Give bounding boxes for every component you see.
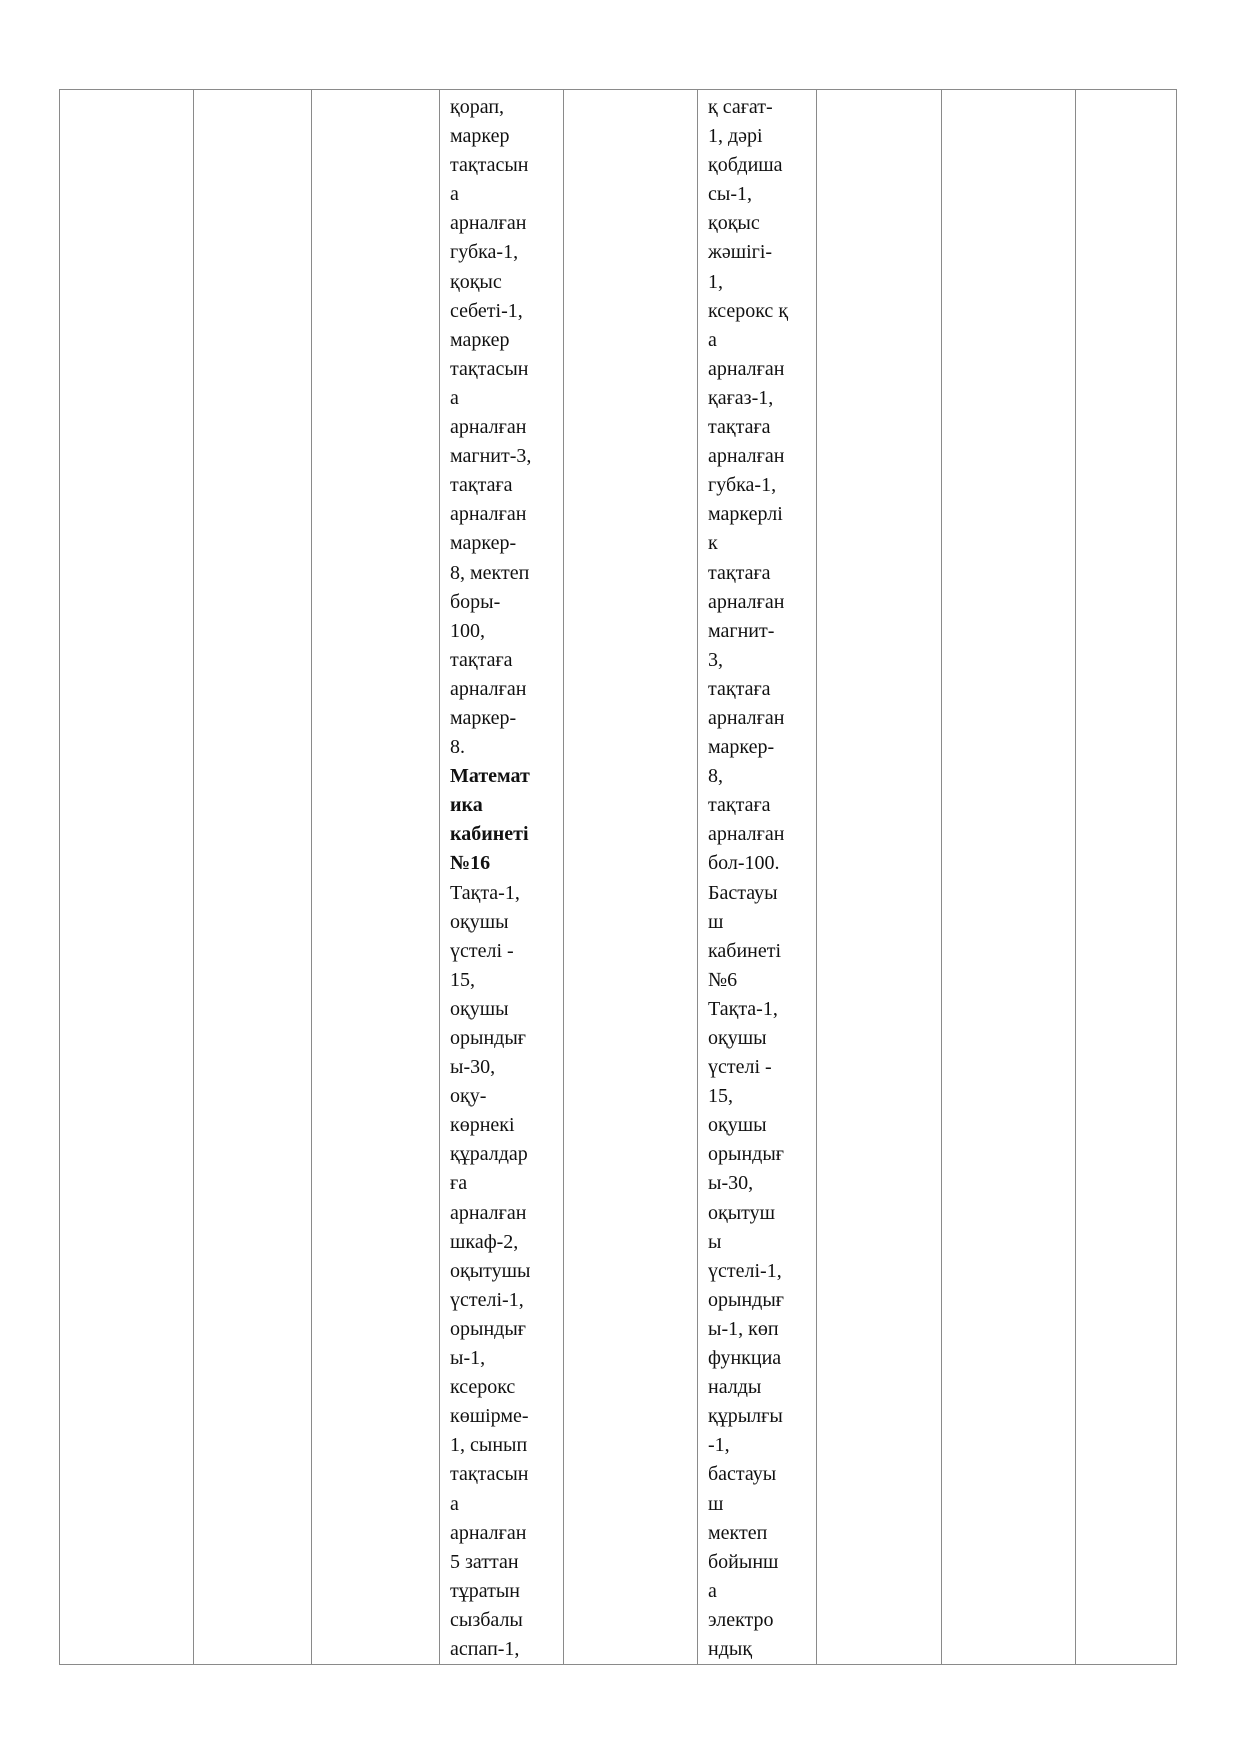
table-cell-col-8 [942,90,1076,1665]
text-line: электро [708,1608,774,1631]
text-line: қоқыс [708,212,760,235]
text-line: ы-30, [708,1172,754,1195]
text-line: а [708,1579,717,1602]
text-line: маркер- [450,706,517,729]
text-line: к [708,532,718,555]
table-cell-col-3 [312,90,440,1665]
text-line: тақтаға [708,561,771,584]
text-line: тақтасын [450,154,529,177]
text-line: тақтасын [450,1463,529,1486]
text-line: тақтасын [450,357,529,380]
equipment-table [59,89,1177,1665]
text-line: 1, дәрі [708,125,763,148]
text-line: 3, [708,648,723,671]
text-line: жәшігі- [708,241,773,264]
text-line: маркерлі [708,503,783,526]
text-line: ы-1, [450,1347,486,1370]
text-line: оқушы [450,910,509,933]
text-line: үстелі - [450,939,514,962]
text-line: тақтаға [450,474,513,497]
text-line: көрнекі [450,1114,515,1137]
text-line: орындығ [450,1027,526,1049]
text-line: 1, [708,270,723,293]
text-line: функциа [708,1347,782,1370]
equipment-list-col-6 [698,90,816,1664]
text-line: налды [708,1376,762,1399]
text-line: тақтаға [708,677,771,700]
table-cell-col-1 [60,90,194,1665]
text-line: үстелі-1, [708,1259,782,1282]
text-line: ға [450,1172,468,1195]
text-line: арналған [450,212,527,235]
text-line: 8, [708,765,723,788]
text-line: а [450,1492,459,1515]
text-line: қоқыс [450,270,502,293]
text-line: сы-1, [708,183,752,206]
table-cell-col-4 [440,90,564,1665]
text-line: маркер [450,125,510,148]
text-line: қағаз-1, [708,386,774,409]
text-line: ика [450,794,483,817]
text-line: бойынш [708,1550,779,1573]
text-line: оқытушы [450,1259,531,1282]
text-line: оқушы [450,997,509,1020]
text-line: 8. [450,736,465,759]
text-line: маркер [450,328,510,351]
text-line: тақтаға [450,648,513,671]
text-line: арналған [450,1521,527,1544]
text-line: маркер- [708,736,775,759]
text-line: оқушы [708,1114,767,1137]
text-line: маркер- [450,532,517,555]
text-line: шкаф-2, [450,1230,519,1253]
text-line: 15, [708,1085,733,1108]
text-line: арналған [450,1201,527,1224]
table-cell-col-6 [698,90,817,1665]
text-line: орындығ [708,1143,784,1166]
table-cell-col-2 [194,90,312,1665]
table-cell-col-5 [564,90,698,1665]
text-line: магнит- [708,619,775,642]
text-line: №6 [708,968,738,991]
text-line: тақтаға [708,416,771,439]
text-line: арналған [708,706,785,729]
text-line: себеті-1, [450,299,523,322]
text-line: мектеп [708,1521,768,1544]
table-row [60,90,1177,1665]
text-line: тақтаға [708,794,771,817]
text-line: а [450,386,459,409]
text-line: оқытуш [708,1201,776,1224]
table-cell-col-9 [1076,90,1177,1665]
text-line: кабинеті [450,823,529,846]
text-line: сызбалы [450,1608,523,1631]
text-line: арналған [708,823,785,846]
text-line: арналған [708,357,785,380]
text-line: арналған [450,503,527,526]
text-line: а [450,183,459,206]
text-line: оқушы [708,1027,767,1049]
text-line: ндық [708,1637,753,1660]
text-line: магнит-3, [450,445,532,468]
text-line: ы [708,1230,722,1253]
text-line: бастауы [708,1463,777,1486]
text-line: кабинеті [708,939,782,962]
text-line: ш [708,910,724,933]
text-line: 1, сынып [450,1434,528,1457]
text-line: Тақта-1, [708,997,778,1020]
text-line: орындығ [708,1288,784,1311]
text-line: Тақта-1, [450,881,520,904]
text-line: көшірме- [450,1405,529,1428]
table-cell-col-7 [817,90,942,1665]
text-line: 8, мектеп [450,561,530,584]
text-line: орындығ [450,1317,526,1340]
text-line: губка-1, [450,241,519,264]
text-line: арналған [708,590,785,613]
text-line: арналған [450,416,527,439]
text-line: қобдиша [708,154,783,177]
text-line: 5 заттан [450,1550,519,1573]
text-line: тұратын [450,1579,520,1602]
text-line: құралдар [450,1143,528,1166]
text-line: ы-30, [450,1056,496,1079]
text-line: үстелі - [708,1056,772,1079]
text-line: а [708,328,717,351]
text-line: аспап-1, [450,1637,520,1660]
text-line: арналған [450,677,527,700]
text-line: ы-1, көп [708,1317,779,1340]
text-line: құрылғы [708,1405,783,1428]
text-line: 15, [450,968,475,991]
text-line: бол-100. [708,852,780,875]
text-line: ксерокс [450,1376,516,1399]
text-line: оқу- [450,1085,487,1108]
text-line: боры- [450,590,501,613]
text-line: арналған [708,445,785,468]
text-line: №16 [450,852,491,875]
text-line: Математ [450,765,530,788]
equipment-list-col-4 [440,90,563,1664]
text-line: ш [708,1492,724,1515]
text-line: -1, [708,1434,730,1457]
text-line: губка-1, [708,474,777,497]
text-line: қ сағат- [708,96,773,118]
text-line: 100, [450,619,485,642]
text-line: ксерокс қ [708,299,789,322]
text-line: қорап, [450,96,505,118]
text-line: үстелі-1, [450,1288,524,1311]
text-line: Бастауы [708,881,778,904]
